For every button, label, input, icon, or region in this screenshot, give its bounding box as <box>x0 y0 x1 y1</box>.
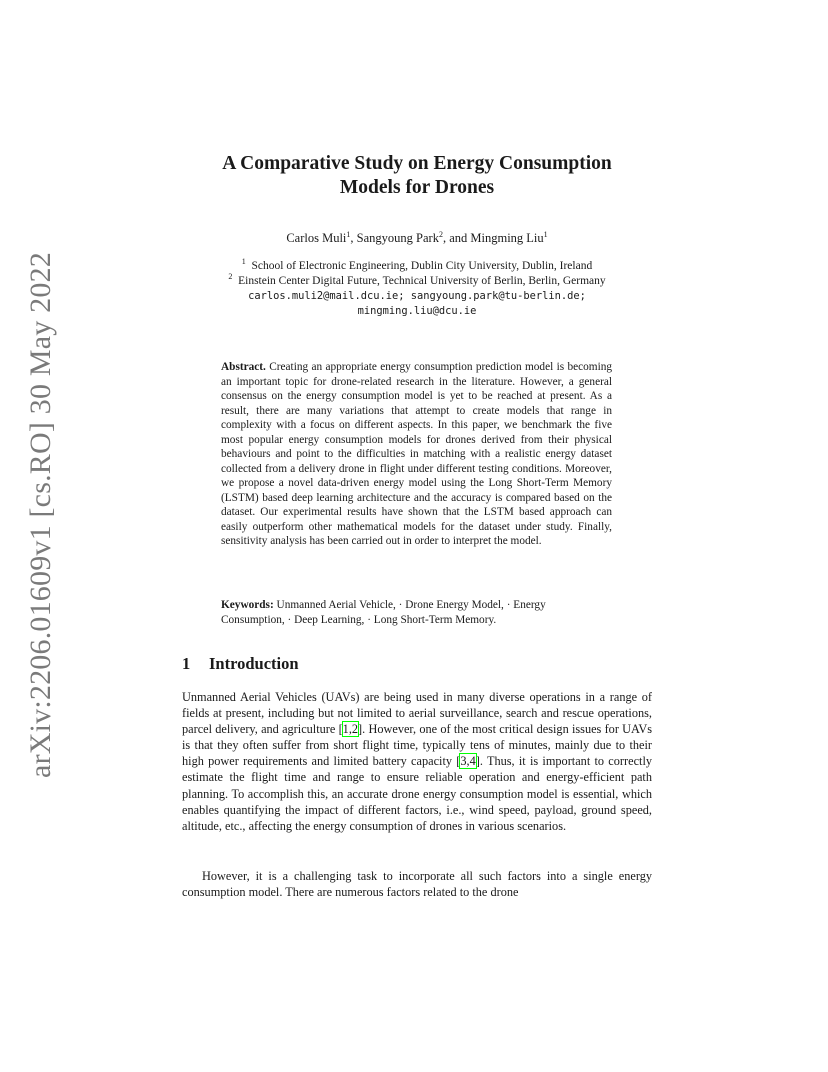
paragraph-text: However, it is a challenging task to incorporate all such factors into a single energy consumption model. There are numerous factors related to the drone <box>182 869 652 900</box>
author-separator: , <box>350 231 357 245</box>
abstract <box>221 360 612 549</box>
paper-title <box>182 152 652 200</box>
affiliation-2 <box>182 274 652 289</box>
affiliation-2-number: 2 <box>228 272 233 281</box>
author-affiliation-mark: 1 <box>543 230 548 239</box>
author-list <box>182 230 652 246</box>
author-affiliation-mark: 1 <box>346 230 351 239</box>
intro-paragraph-1 <box>182 689 652 834</box>
paper-title-line-1: A Comparative Study on Energy Consumption <box>222 153 612 174</box>
author-name: Mingming Liu <box>470 231 544 245</box>
paper-title-line-2: Models for Drones <box>339 177 495 198</box>
affiliation-1 <box>182 259 652 274</box>
arxiv-identifier: arXiv:2206.01609v1 [cs.RO] 30 May 2022 <box>24 252 58 778</box>
paragraph-text: Unmanned Aerial Vehicles (UAVs) are being used in many diverse operations in a range of fields at present, including but not limited to aerial surveillance, search and rescue operations, parcel delivery, and agriculture [ <box>182 690 652 737</box>
keywords <box>221 598 612 628</box>
author-separator: , and <box>442 231 471 245</box>
citation-link[interactable]: 3,4 <box>460 754 476 769</box>
affiliations-block <box>182 259 652 319</box>
abstract-text: Creating an appropriate energy consumption prediction model is becoming an important topic for drone-related research in the literature. However, a general consensus on the energy consumption model is yet to be reached at present. As a result, there are many variations that attempt to create models that range in complexity with a focus on different aspects. In this paper, we benchmark the five most popular energy consumption models for drones derived from their physical behaviours and point to the difficulties in matching with a realistic energy dataset collected from a delivery drone in flight under different testing conditions. Moreover, we propose a novel data-driven energy model using the Long Short-Term Memory (LSTM) based deep learning architecture and the accuracy is compared based on the dataset. Our experimental results have shown that the LSTM based approach can easily outperform other mathematical models for the dataset under study. Finally, sensitivity analysis has been carried out in order to interpret the model. <box>221 361 613 547</box>
paragraph-text: ]. However, one of the most critical design issues for UAVs is that they often suffer from short flight time, typically tens of minutes, mainly due to their high power requirements and limited battery capacity [ <box>182 722 652 769</box>
section-heading <box>182 654 652 674</box>
affiliation-1-text: School of Electronic Engineering, Dublin City University, Dublin, Ireland <box>251 260 593 272</box>
author-emails-line-2: mingming.liu@dcu.ie <box>357 305 477 317</box>
author-name: Carlos Muli <box>286 231 347 245</box>
keywords-label: Keywords: <box>221 599 274 611</box>
affiliation-2-text: Einstein Center Digital Future, Technical University of Berlin, Berlin, Germany <box>238 275 606 287</box>
arxiv-sidebar-stamp <box>18 252 64 778</box>
section-title: Introduction <box>209 654 299 673</box>
keywords-text: Unmanned Aerial Vehicle, · Drone Energy Model, · Energy Consumption, · Deep Learning, · Long Short-Term Memory. <box>221 599 546 626</box>
author-affiliation-mark: 2 <box>438 230 443 239</box>
affiliation-1-number: 1 <box>241 257 246 266</box>
intro-paragraph-2 <box>182 868 652 900</box>
author-emails-line-1: carlos.muli2@mail.dcu.ie; sangyoung.park@tu-berlin.de; <box>248 290 586 302</box>
author-name: Sangyoung Park <box>356 231 439 245</box>
section-number: 1 <box>182 654 191 673</box>
abstract-label: Abstract. <box>221 361 266 373</box>
paragraph-text: ]. Thus, it is important to correctly estimate the flight time and range to ensure reliable operation and energy-efficient path planning. To accomplish this, an accurate drone energy consumption model is essential, which enables quantifying the impact of different factors, i.e., wind speed, payload, ground speed, altitude, etc., affecting the energy consumption of drones in various scenarios. <box>182 754 653 833</box>
citation-link[interactable]: 1,2 <box>342 722 359 737</box>
